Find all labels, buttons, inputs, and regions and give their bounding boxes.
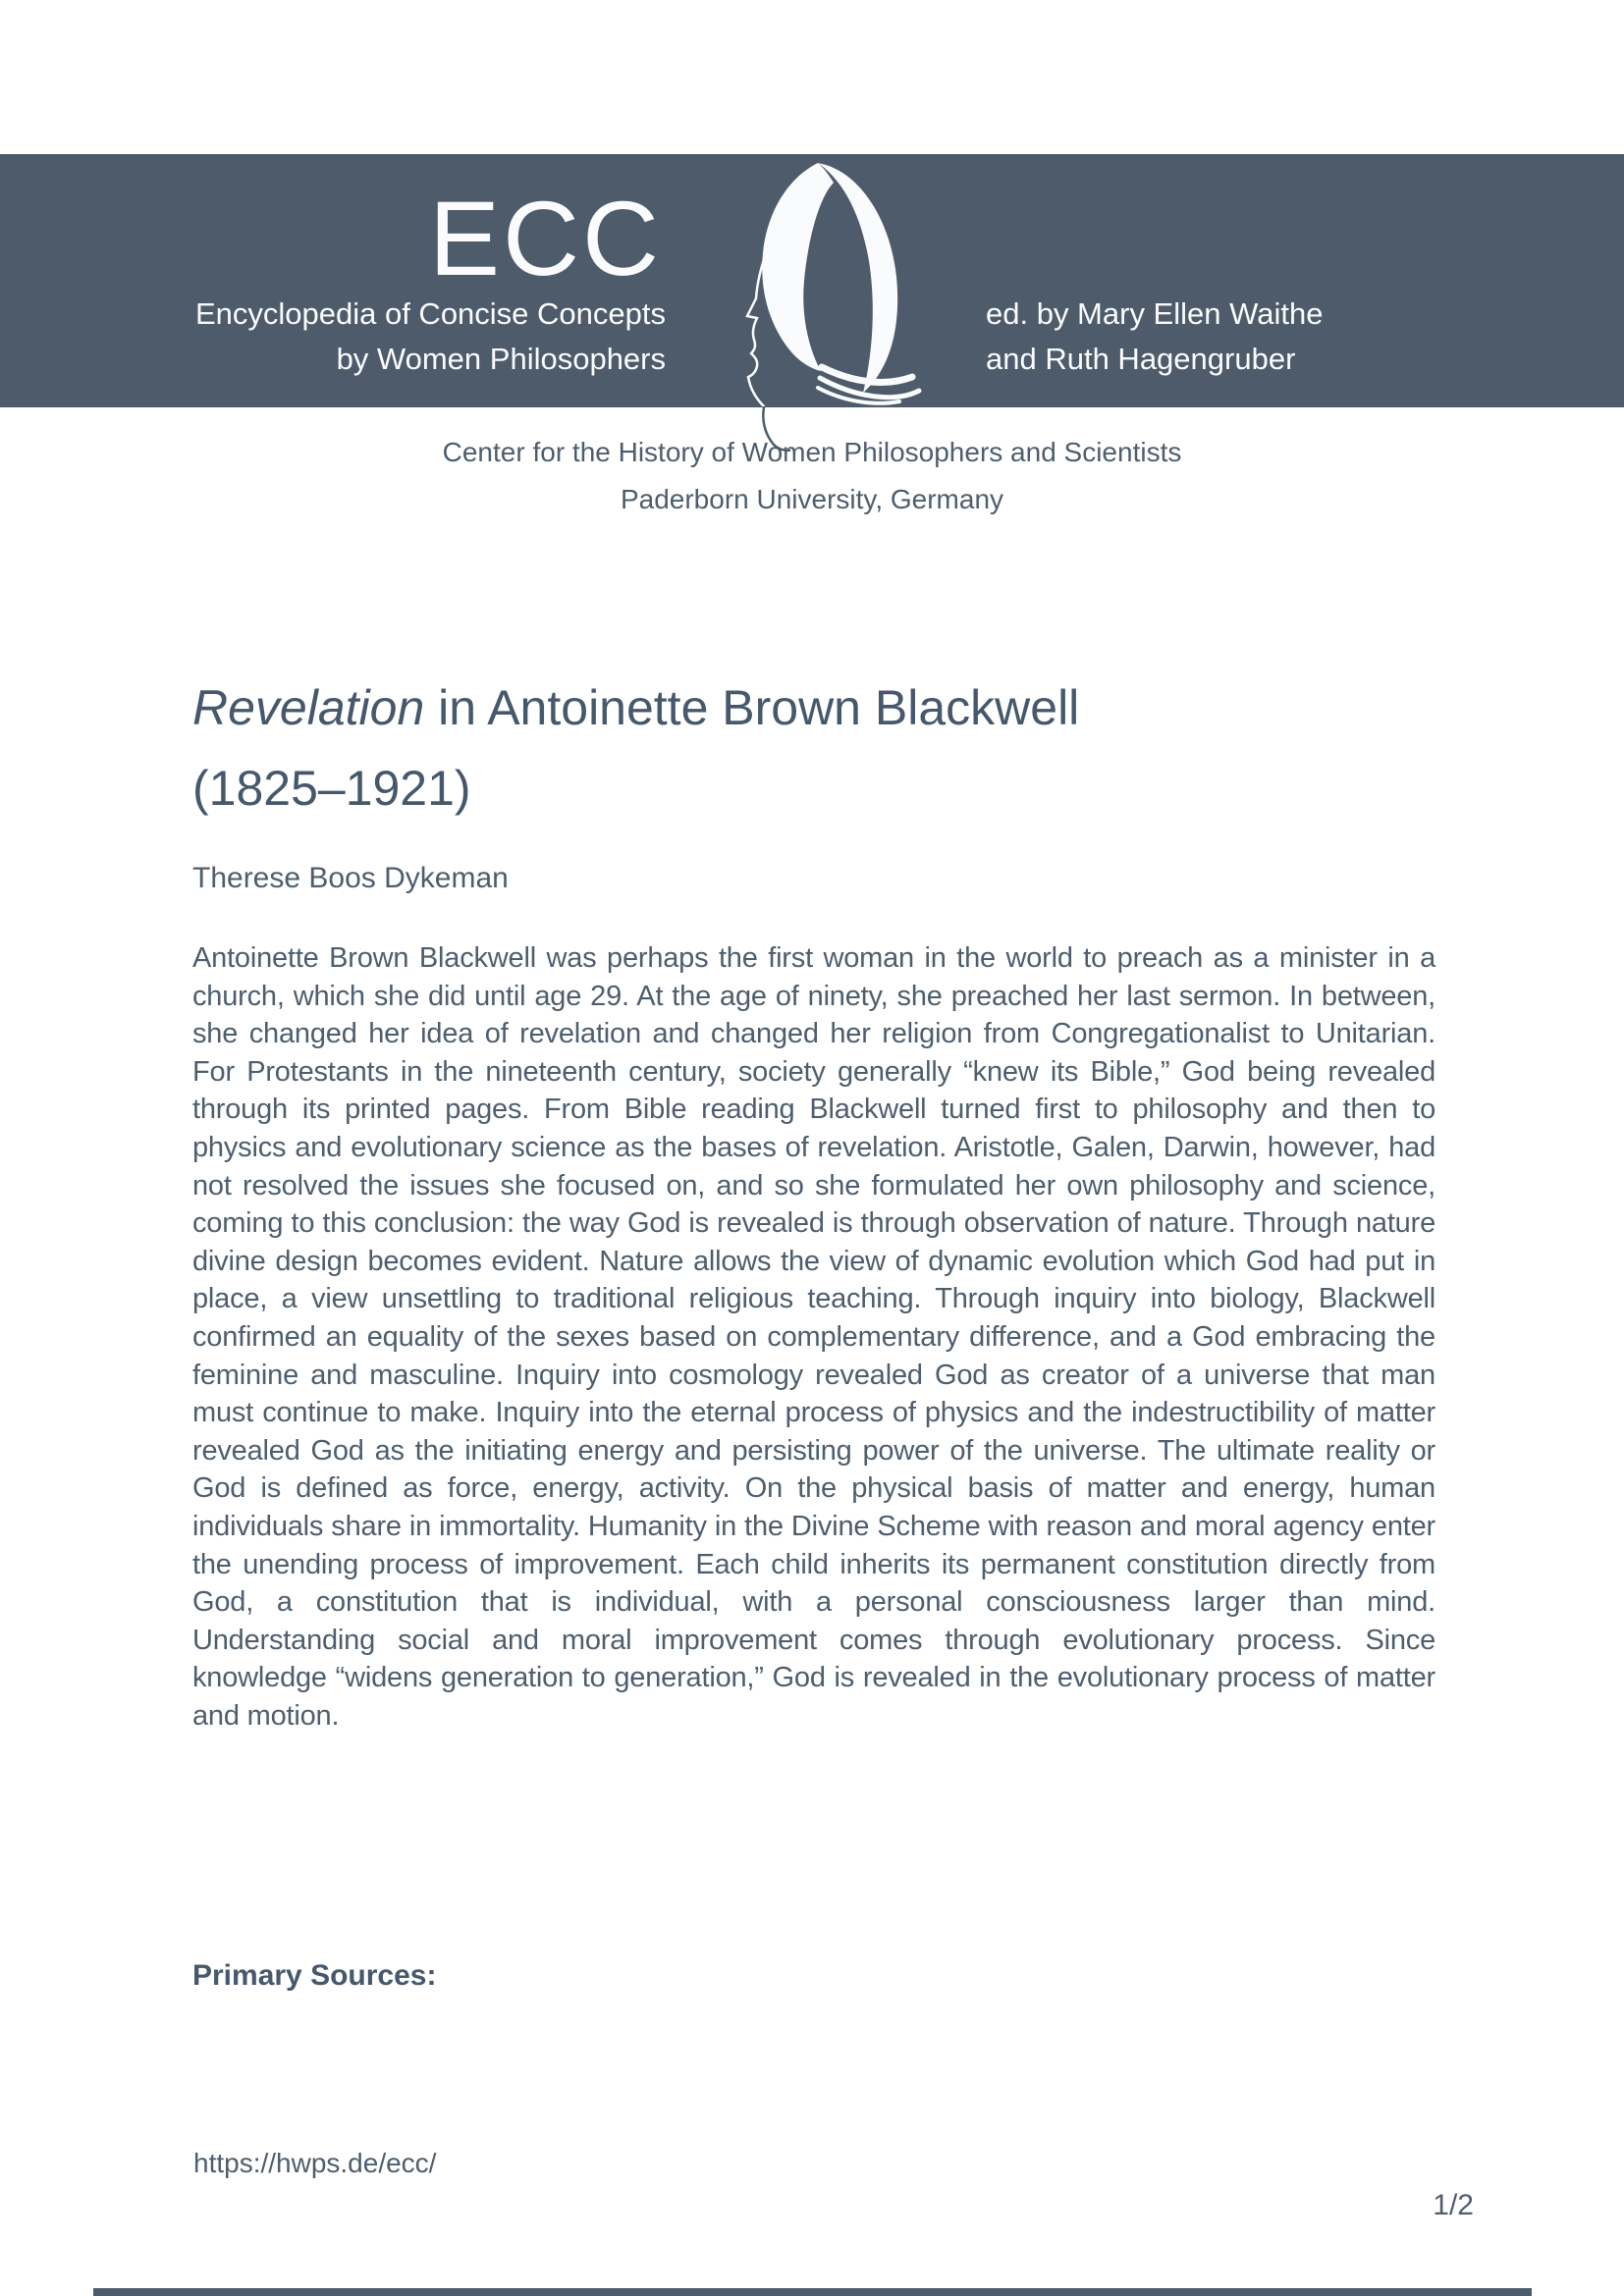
article-body: Antoinette Brown Blackwell was perhaps the first woman in the world to preach as a minister in a church, which she did until age 29. At the age of ninety, she preached her last sermon. In between, she changed her idea of revelation and changed her religion from Congregationalist to Unitarian. For Protestants in the nineteenth century, society generally “knew its Bible,” God being revealed through its printed pages. From Bible reading Blackwell turned first to philosophy and then to physics and evolutionary science as the bases of revelation. Aristotle, Galen, Darwin, however, had not resolved the issues she focused on, and so she formulated her own philosophy and science, coming to this conclusion: the way God is revealed is through observation of nature. Through nature divine design becomes evident. Nature allows the view of dynamic evolution which God had put in place, a view unsettling to traditional religious teaching. Through inquiry into biology, Blackwell confirmed an equality of the sexes based on complementary difference, and a God embracing the feminine and masculine. Inquiry into cosmology revealed God as creator of a universe that man must continue to make. Inquiry into the eternal process of physics and the indestructibility of matter revealed God as the initiating energy and persisting power of the universe. The ultimate reality or God is defined as force, energy, activity. On the physical basis of matter and energy, human individuals share in immortality. Humanity in the Divine Scheme with reason and moral agency enter the unending process of improvement. Each child inherits its permanent constitution directly from God, a constitution that is individual, with a personal consciousness larger than mind. Understanding social and moral improvement comes through evolutionary process. Since knowledge “widens generation to generation,” God is revealed in the evolutionary process of matter and motion. bbox=[192, 942, 1435, 1732]
footer-url-link[interactable]: https://hwps.de/ecc/ bbox=[193, 2148, 437, 2178]
institution-block bbox=[0, 429, 1624, 523]
article-author: Therese Boos Dykeman bbox=[192, 862, 509, 894]
editors-line1: ed. by Mary Ellen Waithe bbox=[986, 296, 1324, 331]
title-rest: in Antoinette Brown Blackwell bbox=[424, 679, 1080, 735]
brand-subtitle-line1: Encyclopedia of Concise Concepts bbox=[194, 296, 666, 331]
brand-block bbox=[98, 154, 666, 407]
article-title bbox=[192, 667, 1449, 828]
athena-helmet-icon bbox=[724, 161, 935, 406]
brand-subtitle-line2: by Women Philosophers bbox=[336, 342, 666, 376]
article-title-line1 bbox=[192, 680, 1079, 735]
header-band bbox=[0, 154, 1624, 407]
brand-subtitle bbox=[98, 292, 666, 382]
primary-sources-heading: Primary Sources: bbox=[192, 1959, 437, 1992]
page-number: 1/2 bbox=[1433, 2189, 1474, 2221]
next-page-band-sliver bbox=[93, 2288, 1532, 2296]
ecc-logo-text: ECC bbox=[428, 179, 662, 297]
institution-line1: Center for the History of Women Philosophers and Scientists bbox=[442, 437, 1182, 467]
article-title-line2: (1825–1921) bbox=[192, 760, 471, 816]
title-italic-term: Revelation bbox=[192, 679, 425, 735]
institution-line2: Paderborn University, Germany bbox=[620, 484, 1004, 514]
editors-block bbox=[986, 292, 1323, 382]
editors-line2: and Ruth Hagengruber bbox=[986, 342, 1296, 376]
